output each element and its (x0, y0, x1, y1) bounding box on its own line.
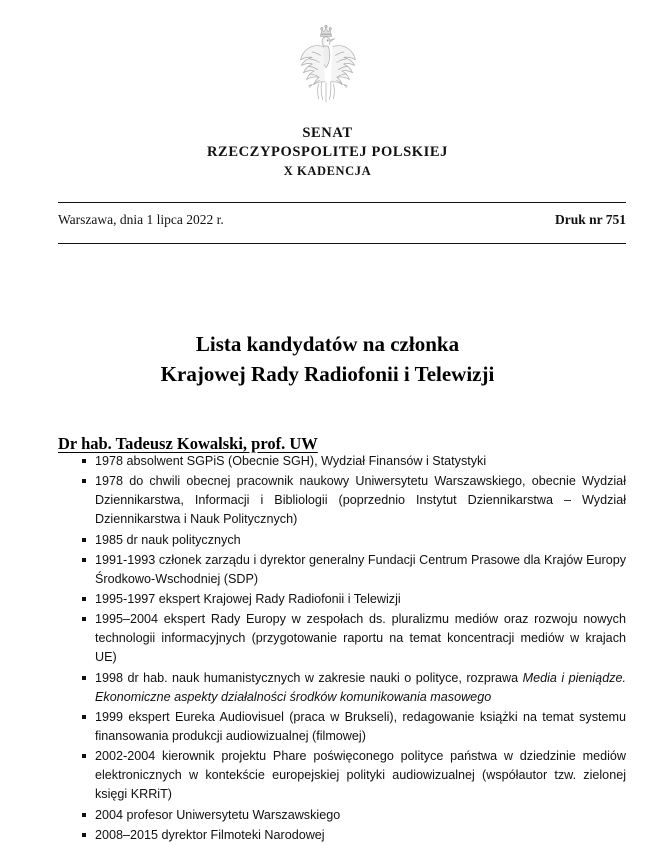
candidate-name-heading: Dr hab. Tadeusz Kowalski, prof. UW (58, 433, 318, 453)
square-bullet-icon (82, 479, 86, 483)
square-bullet-icon (82, 558, 86, 562)
bio-text-run: 2008–2015 dyrektor Filmoteki Narodowej (95, 827, 325, 842)
divider-bottom (58, 243, 626, 244)
bio-list-item (58, 669, 626, 707)
bio-list-item-text (95, 610, 626, 667)
bio-list-item-text (95, 669, 626, 707)
bio-list-item-text (95, 452, 626, 471)
bio-list-item (58, 747, 626, 804)
bio-text-run: 2002-2004 kierownik projektu Phare poświęconego polityce państwa w dziedzinie mediów elektronicznych w kontekście europejskiej polityki audiowizualnej (współautor tzw. zielonej księgi KRRiT) (95, 749, 626, 802)
candidate-bio-list (58, 452, 626, 845)
bio-text-run: 1991-1993 członek zarządu i dyrektor generalny Fundacji Centrum Prasowe dla Krajów Europy Środkowo-Wschodniej (SDP) (95, 552, 626, 586)
page-title (0, 330, 655, 390)
square-bullet-icon (82, 833, 86, 837)
bio-list-item (58, 610, 626, 667)
bio-list-item-text (95, 472, 626, 529)
bio-list-item (58, 806, 626, 825)
bio-list-item-text (95, 747, 626, 804)
bio-list-item (58, 708, 626, 746)
bio-list-item-text (95, 590, 626, 609)
emblem-container (0, 22, 655, 119)
divider-top (58, 202, 626, 203)
square-bullet-icon (82, 597, 86, 601)
bio-list-item-text (95, 806, 626, 825)
square-bullet-icon (82, 754, 86, 758)
bio-list-item (58, 472, 626, 529)
bio-list-item-text (95, 826, 626, 845)
bio-list-item-text (95, 708, 626, 746)
bio-list-item (58, 590, 626, 609)
bio-list-item (58, 826, 626, 845)
page-title-line-1: Lista kandydatów na członka (195, 332, 460, 357)
square-bullet-icon (82, 459, 86, 463)
senate-heading-line-1: SENAT (302, 125, 353, 141)
bio-text-run: 1978 do chwili obecnej pracownik naukowy Uniwersytetu Warszawskiego, obecnie Wydział Dziennikarstwa, Informacji i Bibliologii (poprzednio Instytut Dziennikarstwa – Wydział Dziennikarstwa i Nauk Politycznych) (95, 474, 626, 527)
bio-text-run: 1995–2004 ekspert Rady Europy w zespołach ds. pluralizmu mediów oraz rozwoju nowych technologii informacyjnych (przygotowanie raportu na temat koncentracji mediów w krajach UE) (95, 612, 626, 665)
bio-list-item-text (95, 531, 626, 550)
bio-list-item-text (95, 551, 626, 589)
bio-text-run: 1978 absolwent SGPiS (Obecnie SGH), Wydział Finansów i Statystyki (95, 454, 487, 468)
document-meta-row (58, 212, 626, 228)
square-bullet-icon (82, 676, 86, 680)
bio-list-item (58, 452, 626, 471)
bio-list-item (58, 531, 626, 550)
bio-italic-title: Media i pieniądze. Ekonomiczne aspekty działalności środków komunikowania masowego (95, 670, 626, 704)
bio-list-item (58, 551, 626, 589)
square-bullet-icon (82, 813, 86, 817)
bio-text-run: 2004 profesor Uniwersytetu Warszawskiego (95, 807, 341, 822)
senate-heading-line-2: RZECZYPOSPOLITEJ POLSKIEJ (206, 144, 448, 161)
bio-text-run: 1998 dr hab. nauk humanistycznych w zakresie nauki o polityce, rozprawa (95, 670, 523, 685)
bio-text-run: 1999 ekspert Eureka Audiovisuel (praca w Brukseli), redagowanie książki na temat systemu finansowania produkcji audiowizualnej (filmowej) (95, 709, 626, 743)
place-and-date: Warszawa, dnia 1 lipca 2022 r. (58, 212, 224, 227)
senate-heading-line-3: X KADENCJA (283, 164, 372, 179)
senate-heading (0, 124, 655, 180)
print-number: Druk nr 751 (554, 212, 626, 227)
bio-text-run: 1985 dr nauk politycznych (95, 532, 241, 547)
square-bullet-icon (82, 538, 86, 542)
page-title-line-2: Krajowej Rady Radiofonii i Telewizji (160, 361, 495, 386)
polish-eagle-coat-of-arms-icon (291, 22, 365, 114)
square-bullet-icon (82, 617, 86, 621)
square-bullet-icon (82, 715, 86, 719)
bio-text-run: 1995-1997 ekspert Krajowej Rady Radiofonii i Telewizji (95, 591, 401, 606)
